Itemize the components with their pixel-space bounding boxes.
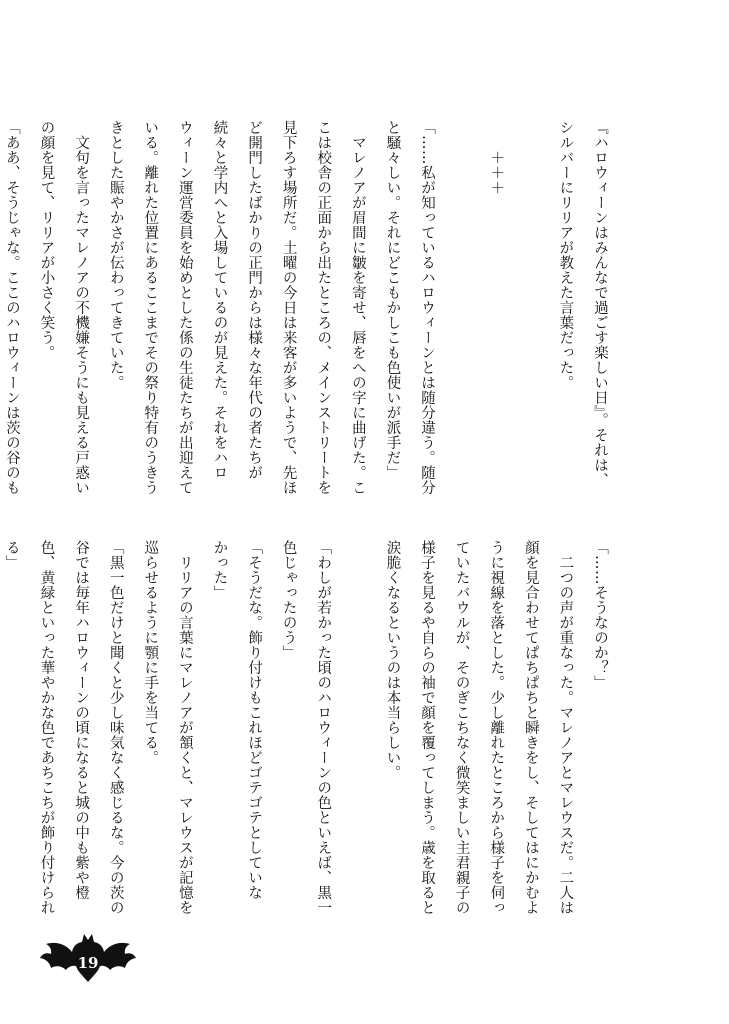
text-line: ど開門したばかりの正門からは様々な年代の者たちが [246,120,263,480]
text-line [513,120,548,520]
text-line: うに視線を落とした。少し離れたところから様子を伺っ [488,540,505,915]
upper-text-block [0,120,617,520]
text-line: の顔を見て、リリアが小さく笑う。 [38,120,55,360]
text-line: いる。離れた位置にあるここまでその祭り特有のうきう [142,120,159,495]
text-line: 「そうだな。飾り付けもこれほどゴテゴテとしていな [246,540,263,900]
text-line: 二つの声が重なった。マレノアとマレウスだ。二人は [557,540,574,915]
text-line: 様子を見るや自らの袖で顔を覆ってしまう。歳を取ると [419,540,436,915]
text-line: 「わしが若かった頃のハロウィーンの色といえば、黒一 [315,540,332,915]
page-number: 19 [77,954,99,972]
text-line: 続々と学内へと入場しているのが見えた。それをハロ [211,120,228,480]
text-line: 「……私が知っているハロウィーンとは随分違う。随分 [419,120,436,495]
text-line: 色じゃったのう」 [280,540,297,660]
text-line: マレノアが眉間に皺を寄せ、唇をへの字に曲げた。こ [349,120,366,495]
text-line: ＋＋＋ [488,120,505,195]
text-line [340,540,375,940]
text-line: 見下ろす場所だ。土曜の今日は来客が多いようで、先ほ [280,120,297,495]
text-line: ウィーン運営委員を始めとした係の生徒たちが出迎えて [176,120,193,495]
text-line: シルバーにリリアが教えた言葉だった。 [557,120,574,390]
text-line: こは校舎の正面から出たところの、メインストリートを [315,120,332,495]
text-line: 文句を言ったマレノアの不機嫌そうにも見える戸惑い [73,120,90,495]
text-line: と騒々しい。それにどこもかしこも色使いが派手だ」 [384,120,401,480]
text-line: る」 [3,540,20,570]
text-line: 巡らせるように顎に手を当てる。 [142,540,159,765]
text-line: 「ああ、そうじゃな。ここのハロウィーンは茨の谷のも [3,120,20,495]
text-line: ていたバウルが、そのぎこちなく微笑ましい主君親子の [453,540,470,915]
text-line: 谷では毎年ハロウィーンの頃になると城の中も紫や橙 [73,540,90,900]
text-line: 顔を見合わせてぱちぱちと瞬きをし、そしてはにかむよ [522,540,539,915]
text-line: 「……そうなのか？」 [592,540,608,690]
text-line: 涙脆くなるというのは本当らしい。 [384,540,401,780]
text-line: かった」 [211,540,228,600]
text-line [444,120,479,520]
text-line: リリアの言葉にマレノアが頷くと、マレウスが記憶を [176,540,193,915]
page-number-badge [38,932,138,992]
text-line: 『ハロウィーンはみんなで過ごす楽しい日』。それは、 [592,120,608,488]
lower-text-block [0,540,617,940]
text-line: きとした賑やかさが伝わってきていた。 [107,120,124,390]
text-line: 色、黄緑といった華やかな色であちこちが飾り付けられ [38,540,55,915]
text-line: 「黒一色だけと聞くと少し味気なく感じるな。今の茨の [107,540,124,915]
